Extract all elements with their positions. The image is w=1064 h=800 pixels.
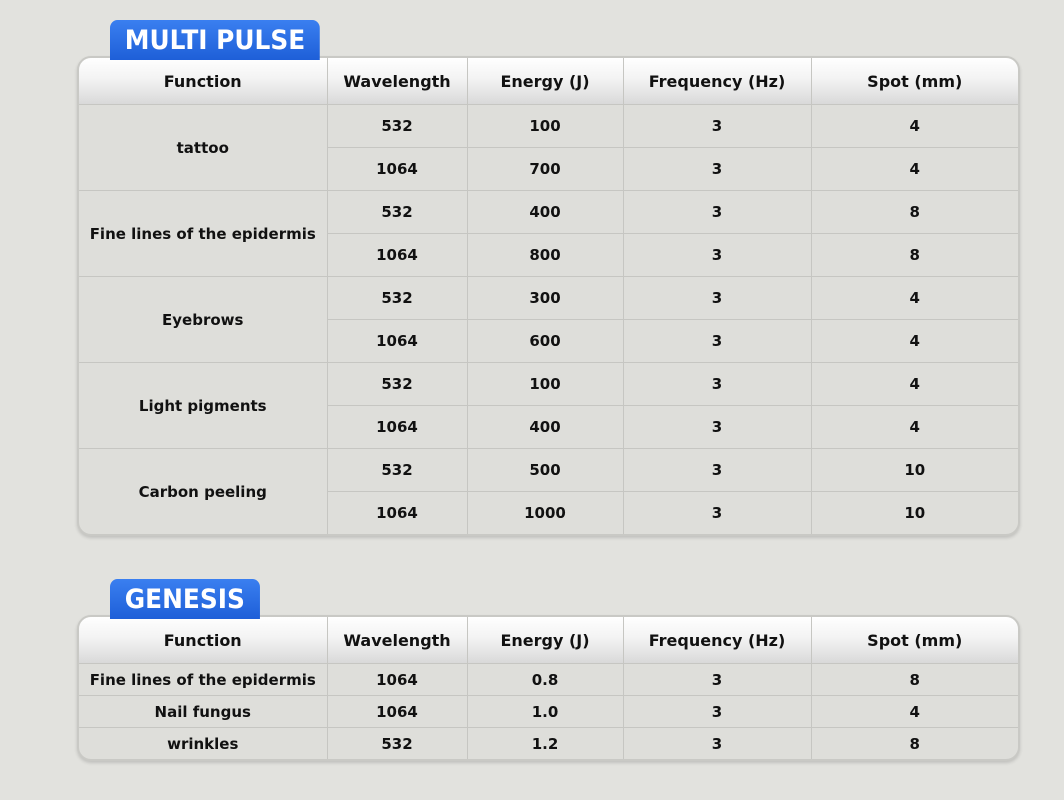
wavelength-cell: 1064	[327, 406, 467, 449]
energy-cell: 300	[467, 277, 623, 320]
function-cell: wrinkles	[79, 728, 327, 760]
spot-cell: 4	[811, 105, 1018, 148]
function-cell: Carbon peeling	[79, 449, 327, 535]
energy-cell: 400	[467, 406, 623, 449]
table-row	[79, 449, 1018, 492]
genesis-title: GENESIS	[110, 579, 260, 619]
energy-cell: 600	[467, 320, 623, 363]
wavelength-cell: 532	[327, 449, 467, 492]
column-header-energy: Energy (J)	[467, 617, 623, 664]
energy-cell: 700	[467, 148, 623, 191]
frequency-cell: 3	[623, 363, 811, 406]
multi-pulse-table-panel	[77, 56, 1020, 536]
frequency-cell: 3	[623, 148, 811, 191]
function-cell: Light pigments	[79, 363, 327, 449]
function-cell: tattoo	[79, 105, 327, 191]
genesis-table	[79, 617, 1018, 759]
frequency-cell: 3	[623, 664, 811, 696]
frequency-cell: 3	[623, 728, 811, 760]
energy-cell: 100	[467, 105, 623, 148]
energy-cell: 100	[467, 363, 623, 406]
spot-cell: 4	[811, 363, 1018, 406]
table-row	[79, 664, 1018, 696]
frequency-cell: 3	[623, 191, 811, 234]
energy-cell: 800	[467, 234, 623, 277]
energy-cell: 1.2	[467, 728, 623, 760]
function-cell: Fine lines of the epidermis	[79, 664, 327, 696]
wavelength-cell: 1064	[327, 696, 467, 728]
table-row	[79, 696, 1018, 728]
frequency-cell: 3	[623, 105, 811, 148]
frequency-cell: 3	[623, 277, 811, 320]
column-header-frequency: Frequency (Hz)	[623, 58, 811, 105]
energy-cell: 1000	[467, 492, 623, 535]
frequency-cell: 3	[623, 696, 811, 728]
wavelength-cell: 532	[327, 363, 467, 406]
table-row	[79, 728, 1018, 760]
wavelength-cell: 532	[327, 728, 467, 760]
table-header-row	[79, 58, 1018, 105]
table-row	[79, 277, 1018, 320]
table-row	[79, 105, 1018, 148]
energy-cell: 400	[467, 191, 623, 234]
column-header-function: Function	[79, 58, 327, 105]
genesis-table-panel	[77, 615, 1020, 761]
table-row	[79, 191, 1018, 234]
frequency-cell: 3	[623, 492, 811, 535]
wavelength-cell: 1064	[327, 492, 467, 535]
spot-cell: 10	[811, 492, 1018, 535]
spot-cell: 4	[811, 406, 1018, 449]
column-header-spot: Spot (mm)	[811, 617, 1018, 664]
wavelength-cell: 532	[327, 105, 467, 148]
energy-cell: 500	[467, 449, 623, 492]
spot-cell: 4	[811, 277, 1018, 320]
multi-pulse-table	[79, 58, 1018, 534]
column-header-energy: Energy (J)	[467, 58, 623, 105]
function-cell: Fine lines of the epidermis	[79, 191, 327, 277]
function-cell: Nail fungus	[79, 696, 327, 728]
spot-cell: 10	[811, 449, 1018, 492]
column-header-frequency: Frequency (Hz)	[623, 617, 811, 664]
energy-cell: 0.8	[467, 664, 623, 696]
spot-cell: 4	[811, 696, 1018, 728]
table-row	[79, 363, 1018, 406]
column-header-spot: Spot (mm)	[811, 58, 1018, 105]
wavelength-cell: 532	[327, 191, 467, 234]
column-header-wavelength: Wavelength	[327, 58, 467, 105]
frequency-cell: 3	[623, 234, 811, 277]
spot-cell: 8	[811, 728, 1018, 760]
spot-cell: 8	[811, 234, 1018, 277]
spot-cell: 8	[811, 191, 1018, 234]
column-header-wavelength: Wavelength	[327, 617, 467, 664]
table-header-row	[79, 617, 1018, 664]
function-cell: Eyebrows	[79, 277, 327, 363]
multi-pulse-title: MULTI PULSE	[110, 20, 320, 60]
wavelength-cell: 532	[327, 277, 467, 320]
spot-cell: 4	[811, 320, 1018, 363]
wavelength-cell: 1064	[327, 320, 467, 363]
wavelength-cell: 1064	[327, 148, 467, 191]
wavelength-cell: 1064	[327, 234, 467, 277]
spot-cell: 8	[811, 664, 1018, 696]
frequency-cell: 3	[623, 406, 811, 449]
column-header-function: Function	[79, 617, 327, 664]
energy-cell: 1.0	[467, 696, 623, 728]
wavelength-cell: 1064	[327, 664, 467, 696]
frequency-cell: 3	[623, 320, 811, 363]
spot-cell: 4	[811, 148, 1018, 191]
frequency-cell: 3	[623, 449, 811, 492]
